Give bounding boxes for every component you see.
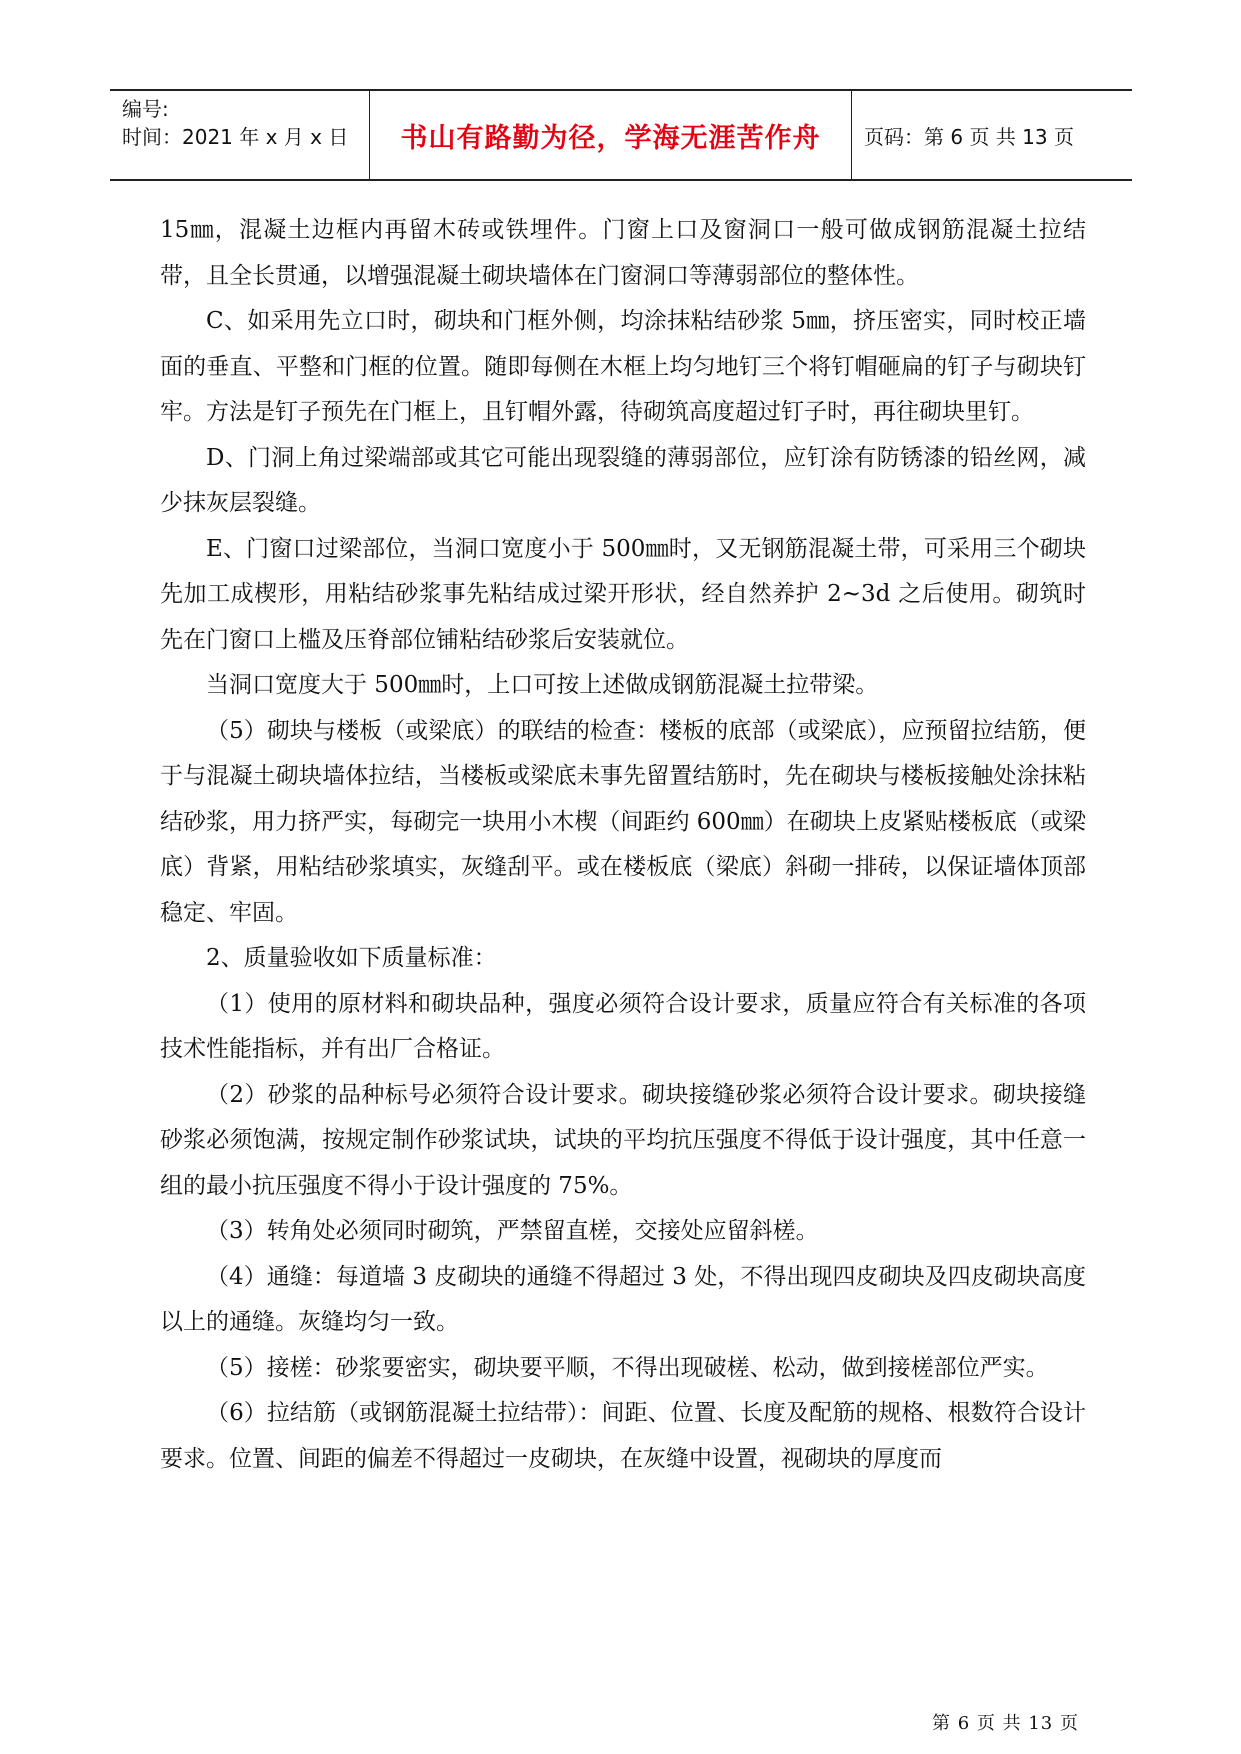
header-page-code: 页码：第 6 页 共 13 页 — [864, 124, 1074, 149]
paragraph: 当洞口宽度大于 500㎜时，上口可按上述做成钢筋混凝土拉带梁。 — [206, 672, 879, 698]
page-footer: 第 6 页 共 13 页 — [932, 1713, 1079, 1734]
document-time-label: 时间：2021 年 x 月 x 日 — [122, 125, 349, 149]
document-number-label: 编号: — [122, 97, 169, 121]
paragraph: E、门窗口过梁部位，当洞口宽度小于 500㎜时，又无钢筋混凝土带，可采用三个砌块先加工成楔形，用粘结砂浆事先粘结成过梁开形状，经自然养护 2~3d 之后使用。砌筑时先在门窗口上槛及压脊部位铺粘结砂浆后安装就位。 — [160, 535, 1086, 653]
paragraph: 15㎜，混凝土边框内再留木砖或铁埋件。门窗上口及窗洞口一般可做成钢筋混凝土拉结带，且全长贯通，以增强混凝土砌块墙体在门窗洞口等薄弱部位的整体性。 — [160, 217, 1086, 289]
header-page-cell — [852, 91, 1132, 179]
header-motto: 书山有路勤为径，学海无涯苦作舟 — [400, 122, 821, 154]
paragraph: （1）使用的原材料和砌块品种，强度必须符合设计要求，质量应符合有关标准的各项技术性能指标，并有出厂合格证。 — [160, 990, 1086, 1062]
paragraph: （5）砌块与楼板（或梁底）的联结的检查：楼板的底部（或梁底），应预留拉结筋，便于与混凝土砌块墙体拉结，当楼板或梁底未事先留置结筋时，先在砌块与楼板接触处涂抹粘结砂浆，用力挤严实，每砌完一块用小木楔（间距约 600㎜）在砌块上皮紧贴楼板底（或梁底）背紧，用粘结砂浆填实，灰缝刮平。或在楼板底（梁底）斜砌一排砖，以保证墙体顶部稳定、牢固。 — [160, 717, 1086, 926]
page-header — [110, 89, 1132, 181]
section-heading: 2、质量验收如下质量标准： — [206, 945, 497, 971]
paragraph: （6）拉结筋（或钢筋混凝土拉结带）：间距、位置、长度及配筋的规格、根数符合设计要求。位置、间距的偏差不得超过一皮砌块，在灰缝中设置，视砌块的厚度而 — [160, 1400, 1086, 1472]
paragraph: D、门洞上角过梁端部或其它可能出现裂缝的薄弱部位，应钉涂有防锈漆的铅丝网，减少抹灰层裂缝。 — [160, 444, 1086, 516]
header-meta — [110, 91, 370, 179]
paragraph: C、如采用先立口时，砌块和门框外侧，均涂抹粘结砂浆 5㎜，挤压密实，同时校正墙面的垂直、平整和门框的位置。随即每侧在木框上均匀地钉三个将钉帽砸扁的钉子与砌块钉牢。方法是钉子预先在门框上，且钉帽外露，待砌筑高度超过钉子时，再往砌块里钉。 — [160, 308, 1086, 425]
paragraph: （4）通缝：每道墙 3 皮砌块的通缝不得超过 3 处，不得出现四皮砌块及四皮砌块高度以上的通缝。灰缝均匀一致。 — [160, 1263, 1086, 1335]
header-motto-cell — [370, 91, 852, 179]
paragraph: （3）转角处必须同时砌筑，严禁留直槎，交接处应留斜槎。 — [206, 1218, 819, 1244]
paragraph: （5）接槎：砂浆要密实，砌块要平顺，不得出现破槎、松动，做到接槎部位严实。 — [206, 1354, 1049, 1381]
paragraph: （2）砂浆的品种标号必须符合设计要求。砌块接缝砂浆必须符合设计要求。砌块接缝砂浆必须饱满，按规定制作砂浆试块，试块的平均抗压强度不得低于设计强度，其中任意一组的最小抗压强度不得小于设计强度的 75%。 — [160, 1081, 1086, 1199]
document-body — [160, 208, 1086, 1482]
